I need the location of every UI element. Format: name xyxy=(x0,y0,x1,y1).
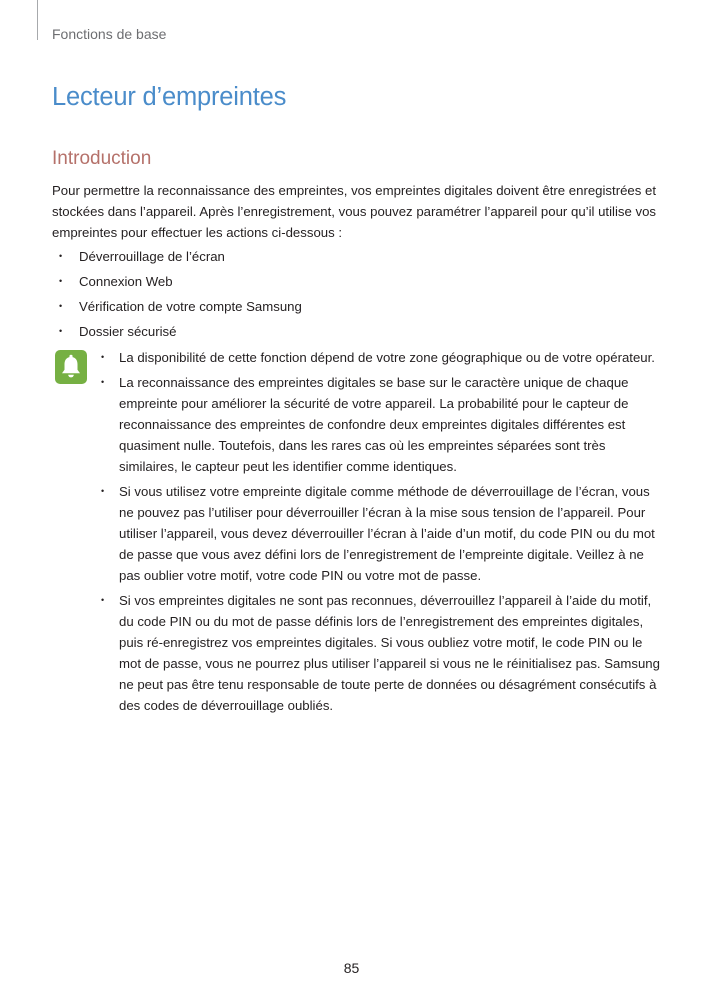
list-item: • Connexion Web xyxy=(52,271,302,296)
section-header: Fonctions de base xyxy=(52,26,167,42)
list-item: • Vérification de votre compte Samsung xyxy=(52,296,302,321)
list-item: • Dossier sécurisé xyxy=(52,321,302,346)
notice-item: • Si vous utilisez votre empreinte digitale comme méthode de déverrouillage de l’écran, vous ne pouvez pas l’utiliser pour déverrouiller l’écran à la mise sous tension de l’appareil. Pour utiliser l’appareil, vous devez déverrouiller l’écran à l’aide d’un motif, du code PIN ou du mot de passe que vous avez défini lors de l’enregistrement de l’empreinte digitale. Veillez à ne pas oublier votre motif, votre code PIN ou votre mot de passe. xyxy=(94,481,660,586)
notice-item: • Si vos empreintes digitales ne sont pas reconnues, déverrouillez l’appareil à l’aide du motif, du code PIN ou du mot de passe définis lors de l’enregistrement des empreintes digitales, puis ré-enregistrez vos empreintes digitales. Si vous oubliez votre motif, le code PIN ou le mot de passe, vous ne pourrez plus utiliser l’appareil si vous ne le réinitialisez pas. Samsung ne peut pas être tenu responsable de toute perte de données ou désagrément consécutifs à des codes de déverrouillage oubliés. xyxy=(94,590,660,716)
page-title: Lecteur d’empreintes xyxy=(52,83,287,111)
page-number: 85 xyxy=(343,960,360,976)
bell-notice-icon xyxy=(55,350,87,384)
feature-list xyxy=(52,246,302,346)
section-heading-introduction: Introduction xyxy=(52,148,152,169)
list-item: • Déverrouillage de l’écran xyxy=(52,246,302,271)
margin-rule xyxy=(37,0,38,40)
intro-paragraph: Pour permettre la reconnaissance des empreintes, vos empreintes digitales doivent être enregistrées et stockées dans l’appareil. Après l’enregistrement, vous pouvez paramétrer l’appareil pour qu’il utilise vos empreintes pour effectuer les actions ci-dessous : xyxy=(52,183,657,240)
notice-list xyxy=(94,347,660,720)
notice-item: • La reconnaissance des empreintes digitales se base sur le caractère unique de chaque empreinte pour améliorer la sécurité de votre appareil. La probabilité pour le capteur de reconnaissance des empreintes de confondre deux empreintes digitales différentes est quasiment nulle. Toutefois, dans les rares cas où les empreintes séparées sont très similaires, le capteur peut les identifier comme identiques. xyxy=(94,372,660,477)
notice-item: • La disponibilité de cette fonction dépend de votre zone géographique ou de votre opérateur. xyxy=(94,347,660,368)
